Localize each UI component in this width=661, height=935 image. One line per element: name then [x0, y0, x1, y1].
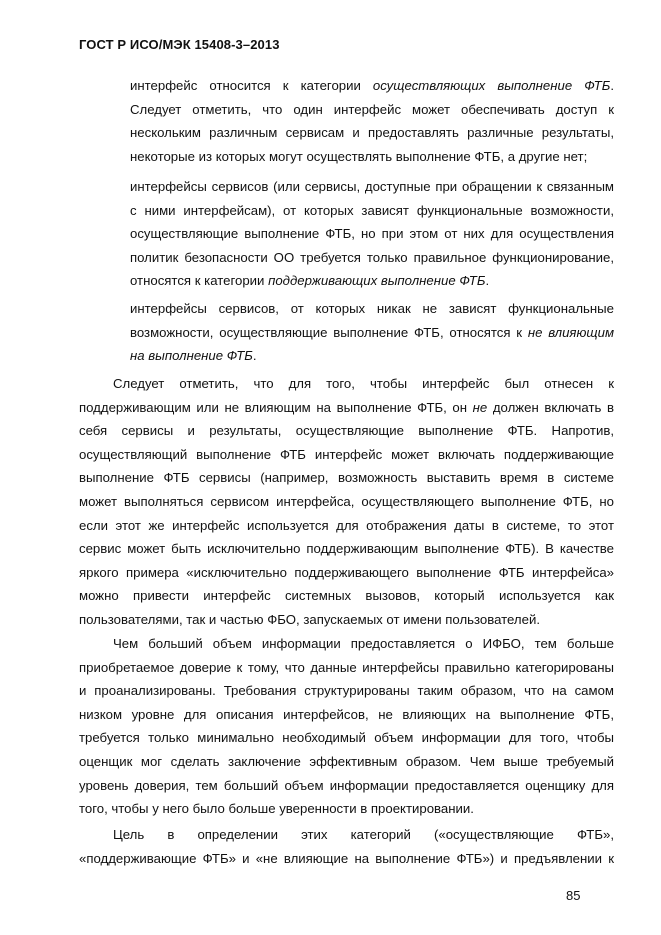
p1-line-4: осуществляющий выполнение ФТБ интерфейс может включать поддерживающие	[79, 446, 614, 462]
paragraph-2	[79, 632, 614, 821]
item3-italic-term: не влияющим	[527, 324, 614, 340]
item2-italic-term: поддерживающих выполнение ФТБ	[268, 273, 486, 289]
p1-line-7: если этот же интерфейс используется для отображения даты в системе, то этот	[79, 517, 614, 533]
item1-italic-term: осуществляющих выполнение ФТБ	[372, 78, 611, 93]
p1-line-11: пользователями, так и частью ФБО, запускаемых от имени пользователей.	[79, 611, 540, 627]
p2-line-2: приобретаемое доверие к тому, что данные интерфейсы правильно категорированы	[79, 659, 614, 675]
list-item-1	[130, 74, 614, 168]
p1-line-3: себя сервисы и результаты, осуществляющие выполнение ФТБ. Напротив,	[79, 423, 614, 439]
item1-line-3: нескольким различным сервисам и предоставлять различные результаты,	[130, 125, 614, 141]
p1-line-6: может выполняться сервисом интерфейса, осуществляющего выполнение ФТБ, но	[79, 493, 614, 509]
item1-text: интерфейс относится к категории	[130, 78, 373, 93]
item3-text: возможности, осуществляющие выполнение ФТБ, относятся к	[130, 324, 528, 340]
item2-period: .	[485, 273, 490, 289]
p2-line-1: Чем больший объем информации предоставляется о ИФБО, тем больше	[113, 636, 614, 651]
p1-line-1: Следует отметить, что для того, чтобы интерфейс был отнесен к	[113, 376, 614, 391]
item3-line-3	[130, 344, 614, 368]
p1-text: поддерживающим или не влияющим на выполнение ФТБ, он	[79, 399, 473, 415]
p2-line-8: того, чтобы у него было больше уверенности в проектировании.	[79, 801, 474, 817]
p2-line-7: уровень доверия, тем больший объем информации предоставляется оценщику для	[79, 777, 614, 793]
item1-line-4: некоторые из которых могут осуществлять выполнение ФТБ, а другие нет;	[130, 148, 588, 164]
p2-line-4: низком уровне для описания интерфейсов, не влияющих на выполнение ФТБ,	[79, 706, 614, 722]
p1-line-10: можно привести интерфейс системных вызовов, который используется как	[79, 588, 614, 604]
p1-line-5: выполнение ФТБ сервисы (например, возможность выставить время в системе	[79, 470, 614, 486]
item2-line-1: интерфейсы сервисов (или сервисы, доступные при обращении к связанным	[130, 179, 614, 194]
item3-line-2	[130, 321, 614, 345]
item2-line-4: политик безопасности ОО требуется только правильное функционирование,	[130, 249, 614, 265]
p1-italic-ne: не	[472, 399, 488, 415]
item1-line-2: Следует отметить, что один интерфейс может обеспечивать доступ к	[130, 101, 614, 117]
page-number: 85	[566, 888, 581, 903]
p3-line-1: Цель в определении этих категорий («осуществляющие ФТБ»,	[113, 827, 614, 842]
p2-line-6: оценщик мог сделать заключение эффективным образом. Чем выше требуемый	[79, 753, 614, 769]
item2-line-5	[130, 269, 614, 293]
document-header: ГОСТ Р ИСО/МЭК 15408-3–2013	[79, 37, 280, 52]
paragraph-3	[79, 823, 614, 870]
p2-line-3: и проанализированы. Требования структурированы таким образом, что на самом	[79, 683, 614, 699]
list-item-3	[130, 297, 614, 368]
item1-period: .	[610, 78, 614, 93]
item3-line-1: интерфейсы сервисов, от которых никак не зависят функциональные	[130, 301, 614, 316]
paragraph-1	[79, 372, 614, 632]
p1-line-8: сервис может быть исключительно поддерживающим выполнение ФТБ). В качестве	[79, 541, 614, 557]
p1-line-9: яркого примера «исключительно поддерживающего выполнение ФТБ интерфейса»	[79, 564, 614, 580]
item1-line-1	[130, 74, 614, 98]
item2-line-3: осуществляющие выполнение ФТБ, но при этом от них для осуществления	[130, 226, 614, 242]
item2-line-2: с ними интерфейсам), от которых зависят функциональные возможности,	[130, 202, 614, 218]
p2-line-5: требуется только минимально необходимый объем информации для того, чтобы	[79, 730, 614, 746]
item3-italic-term-cont: на выполнение ФТБ	[130, 348, 253, 364]
p1-line-2	[79, 396, 614, 420]
list-item-2	[130, 175, 614, 293]
p3-line-2: «поддерживающие ФТБ» и «не влияющие на выполнение ФТБ») и предъявлении к	[79, 850, 614, 866]
p1-text-cont: должен включать в	[487, 399, 614, 415]
item2-text: относятся к категории	[130, 273, 269, 289]
item3-period: .	[252, 348, 257, 364]
